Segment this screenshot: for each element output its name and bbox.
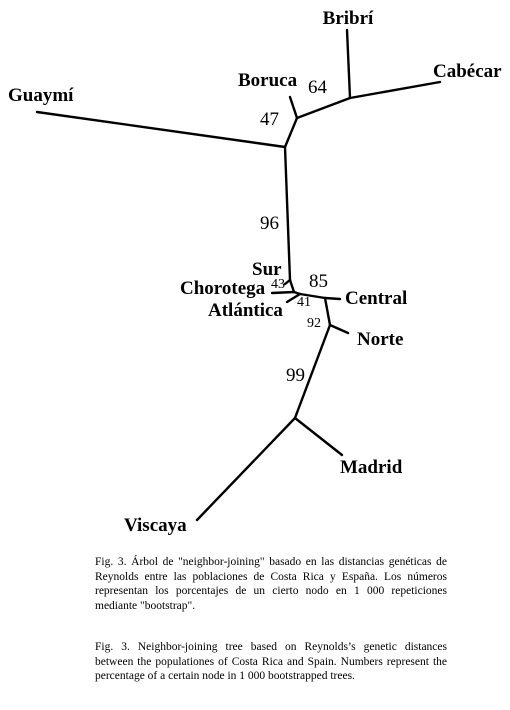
branch-43-internal: [290, 280, 294, 292]
branch-bribri-cabecar-internal: [297, 98, 350, 118]
label-cabecar: Cabécar: [433, 61, 502, 82]
bootstrap-96: 96: [260, 213, 279, 234]
caption-english: Fig. 3. Neighbor-joining tree based on Reynolds’s genetic distances between the populationes of Costa Rica and Spain. Numbers represent the percentage of a certain node in 1 000 bootstrapped trees.: [95, 641, 447, 682]
label-boruca: Boruca: [238, 70, 298, 91]
taxon-labels: [8, 8, 502, 536]
branch-guaymi: [37, 112, 285, 147]
branch-boruca-internal: [285, 118, 297, 147]
label-sur: Sur: [252, 259, 282, 280]
branch-cabecar: [350, 82, 440, 98]
bootstrap-47: 47: [260, 109, 279, 130]
branch-central: [325, 298, 340, 299]
bootstrap-43: 43: [271, 277, 285, 292]
branch-viscaya: [197, 418, 295, 520]
branch-madrid: [295, 418, 342, 455]
branch-92-internal: [325, 298, 330, 325]
branch-norte: [330, 325, 348, 333]
bootstrap-41: 41: [297, 295, 311, 310]
branch-96-internal: [285, 147, 290, 280]
label-guaymi: Guaymí: [8, 85, 74, 106]
label-atlantica: Atlántica: [208, 300, 283, 321]
branch-bribri: [347, 30, 350, 98]
label-chorotega: Chorotega: [180, 278, 266, 299]
label-bribri: Bribrí: [322, 8, 374, 29]
label-central: Central: [345, 288, 408, 309]
branch-boruca: [290, 97, 297, 118]
bootstrap-92: 92: [307, 316, 321, 331]
label-madrid: Madrid: [340, 457, 403, 478]
tree-branches: [37, 30, 440, 520]
bootstrap-85: 85: [309, 271, 328, 292]
label-norte: Norte: [357, 329, 404, 350]
branch-chorotega: [272, 292, 294, 293]
label-viscaya: Viscaya: [124, 515, 187, 536]
caption-spanish: Fig. 3. Árbol de "neighbor-joining" basado en las distancias genéticas de Reynolds entre las poblaciones de Costa Rica y España. Los números representan los porcentajes de un cierto nodo en 1 000 repeticiones mediante "bootstrap".: [95, 556, 447, 612]
bootstrap-64: 64: [308, 77, 327, 98]
bootstrap-99: 99: [286, 365, 305, 386]
